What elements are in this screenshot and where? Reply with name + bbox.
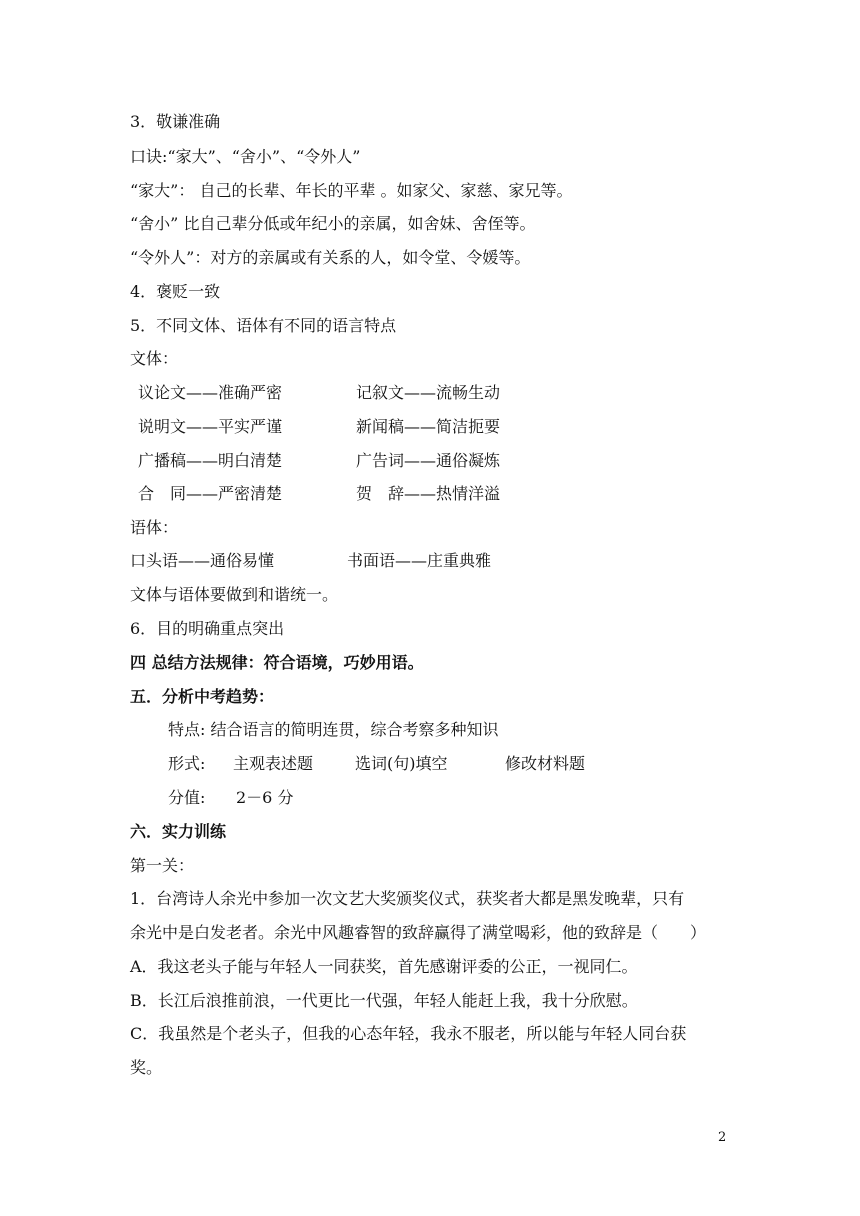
trend-form-label: 形式:: [168, 754, 206, 773]
wenti-item-heci: 贺 辞——热情洋溢: [356, 484, 501, 503]
page-number: 2: [718, 1130, 727, 1145]
wenti-row-2: [138, 417, 501, 437]
trend-score-value: 2－6 分: [236, 788, 294, 807]
trend-score-row: [168, 788, 294, 808]
trend-form-row: [168, 754, 586, 774]
shexiao-line: “舍小” 比自己辈分低或年纪小的亲属，如舍妹、舍侄等。: [130, 214, 536, 233]
option-b: B．长江后浪推前浪，一代更比一代强，年轻人能赶上我，我十分欣慰。: [130, 991, 638, 1010]
wenti-item-hetong: 合 同——严密清楚: [138, 484, 283, 503]
heading-trend: 五．分析中考趋势：: [130, 687, 275, 706]
yuti-label: 语体：: [130, 518, 179, 537]
section-heading-3: 3．敬谦准确: [130, 112, 221, 131]
trend-feature: 特点: 结合语言的简明连贯，综合考察多种知识: [168, 720, 499, 739]
wenti-row-1: [138, 383, 501, 403]
wenti-item-xinwengao: 新闻稿——简洁扼要: [356, 417, 501, 436]
wenti-item-shuomingwen: 说明文——平实严谨: [138, 417, 283, 436]
question-1-line-2: 余光中是白发老者。余光中风趣睿智的致辞赢得了满堂喝彩，他的致辞是（ ）: [130, 923, 707, 942]
wenti-item-yilunwen: 议论文——准确严密: [138, 383, 283, 402]
wenti-item-jixuwen: 记叙文——流畅生动: [356, 383, 501, 402]
heading-summary: 四 总结方法规律：符合语境，巧妙用语。: [130, 653, 424, 672]
trend-form-revise: 修改材料题: [505, 754, 586, 773]
option-a: A．我这老头子能与年轻人一同获奖，首先感谢评委的公正，一视同仁。: [130, 957, 638, 976]
jiada-line: “家大”： 自己的长辈、年长的平辈 。如家父、家慈、家兄等。: [130, 181, 573, 200]
wenti-item-guanggaoci: 广告词——通俗凝炼: [356, 451, 501, 470]
wenti-row-3: [138, 451, 501, 471]
trend-form-fill: 选词(句)填空: [355, 754, 448, 773]
option-c-line-2: 奖。: [130, 1058, 163, 1077]
trend-score-label: 分值:: [168, 788, 206, 807]
wenti-label: 文体：: [130, 349, 179, 368]
section-heading-6: 6．目的明确重点突出: [130, 619, 285, 638]
yuti-row: [130, 551, 492, 571]
harmony-line: 文体与语体要做到和谐统一。: [130, 585, 339, 604]
heading-practice: 六．实力训练: [130, 822, 227, 841]
lingwairen-line: “令外人”：对方的亲属或有关系的人，如令堂、令媛等。: [130, 248, 531, 267]
option-c-line-1: C．我虽然是个老头子，但我的心态年轻，我永不服老，所以能与年轻人同台获: [130, 1024, 687, 1043]
question-1-line-1: 1．台湾诗人余光中参加一次文艺大奖颁奖仪式，获奖者大都是黑发晚辈，只有: [130, 889, 685, 908]
wenti-item-guangbogao: 广播稿——明白清楚: [138, 451, 283, 470]
level-one-label: 第一关：: [130, 856, 195, 875]
section-heading-4: 4．褒贬一致: [130, 282, 221, 301]
yuti-item-koutouyu: 口头语——通俗易懂: [130, 551, 275, 570]
wenti-row-4: [138, 484, 501, 504]
yuti-item-shumianyu: 书面语——庄重典雅: [347, 551, 492, 570]
mnemonic-line: 口诀:“家大”、“舍小”、“令外人”: [130, 147, 361, 166]
trend-form-subjective: 主观表述题: [233, 754, 314, 773]
section-heading-5: 5．不同文体、语体有不同的语言特点: [130, 316, 397, 335]
